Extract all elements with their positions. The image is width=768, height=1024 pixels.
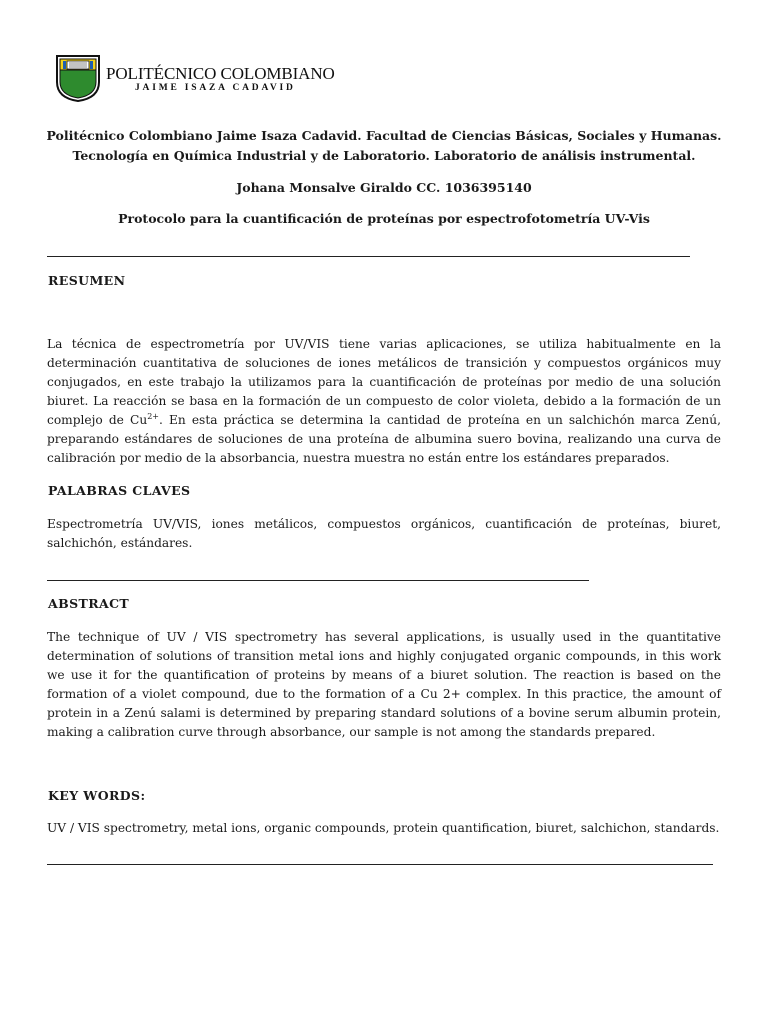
resumen-text <box>47 335 721 468</box>
institution-line-1: Politécnico Colombiano Jaime Isaza Cadavid. Facultad de Ciencias Básicas, Sociales y Humanas. <box>46 128 722 143</box>
resumen-text-part-2: . En esta práctica se determina la cantidad de proteína en un salchichón marca Zenú, preparando estándares de soluciones de una proteína de albumina suero bovina, realizando una curva de calibración por medio de la absorbancia, nuestra muestra no están entre los estándares preparados. <box>47 413 722 465</box>
author-line: Johana Monsalve Giraldo CC. 1036395140 <box>236 180 532 195</box>
institution-line-2: Tecnología en Química Industrial y de Laboratorio. Laboratorio de análisis instrumental. <box>72 148 696 163</box>
resumen-text-part-1: La técnica de espectrometría por UV/VIS tiene varias aplicaciones, se utiliza habitualmente en la determinación cuantitativa de soluciones de iones metálicos de transición y compuestos orgánicos muy conjugados, en este trabajo la utilizamos para la cuantificación de proteínas por medio de una solución biuret. La reacción se basa en la formación de un compuesto de color violeta, debido a la formación de un complejo de Cu <box>47 337 721 427</box>
superscript-charge: 2+ <box>147 411 159 421</box>
palabras-claves-heading: PALABRAS CLAVES <box>48 483 191 498</box>
key-words-heading: KEY WORDS: <box>48 788 146 803</box>
divider <box>47 256 690 257</box>
institution-logo <box>55 54 335 104</box>
logo-name: POLITÉCNICO COLOMBIANO <box>106 64 335 83</box>
palabras-claves-text: Espectrometría UV/VIS, iones metálicos, compuestos orgánicos, cuantificación de proteínas, biuret, salchichón, estándares. <box>47 517 721 550</box>
abstract-heading: ABSTRACT <box>48 596 130 611</box>
shield-icon <box>55 54 101 102</box>
resumen-heading: RESUMEN <box>48 273 126 288</box>
logo-subtitle: JAIME ISAZA CADAVID <box>135 83 296 93</box>
document-title: Protocolo para la cuantificación de proteínas por espectrofotometría UV-Vis <box>118 211 650 226</box>
key-words-text: UV / VIS spectrometry, metal ions, organic compounds, protein quantification, biuret, salchichon, standards. <box>47 821 720 835</box>
divider <box>47 580 589 581</box>
divider <box>47 864 713 865</box>
abstract-text: The technique of UV / VIS spectrometry has several applications, is usually used in the quantitative determination of solutions of transition metal ions and highly conjugated organic compounds, in this work we use it for the quantification of proteins by means of a biuret solution. The reaction is based on the formation of a violet compound, due to the formation of a Cu 2+ complex. In this practice, the amount of protein in a Zenú salami is determined by preparing standard solutions of a bovine serum albumin protein, making a calibration curve through absorbance, our sample is not among the standards prepared. <box>47 630 721 739</box>
